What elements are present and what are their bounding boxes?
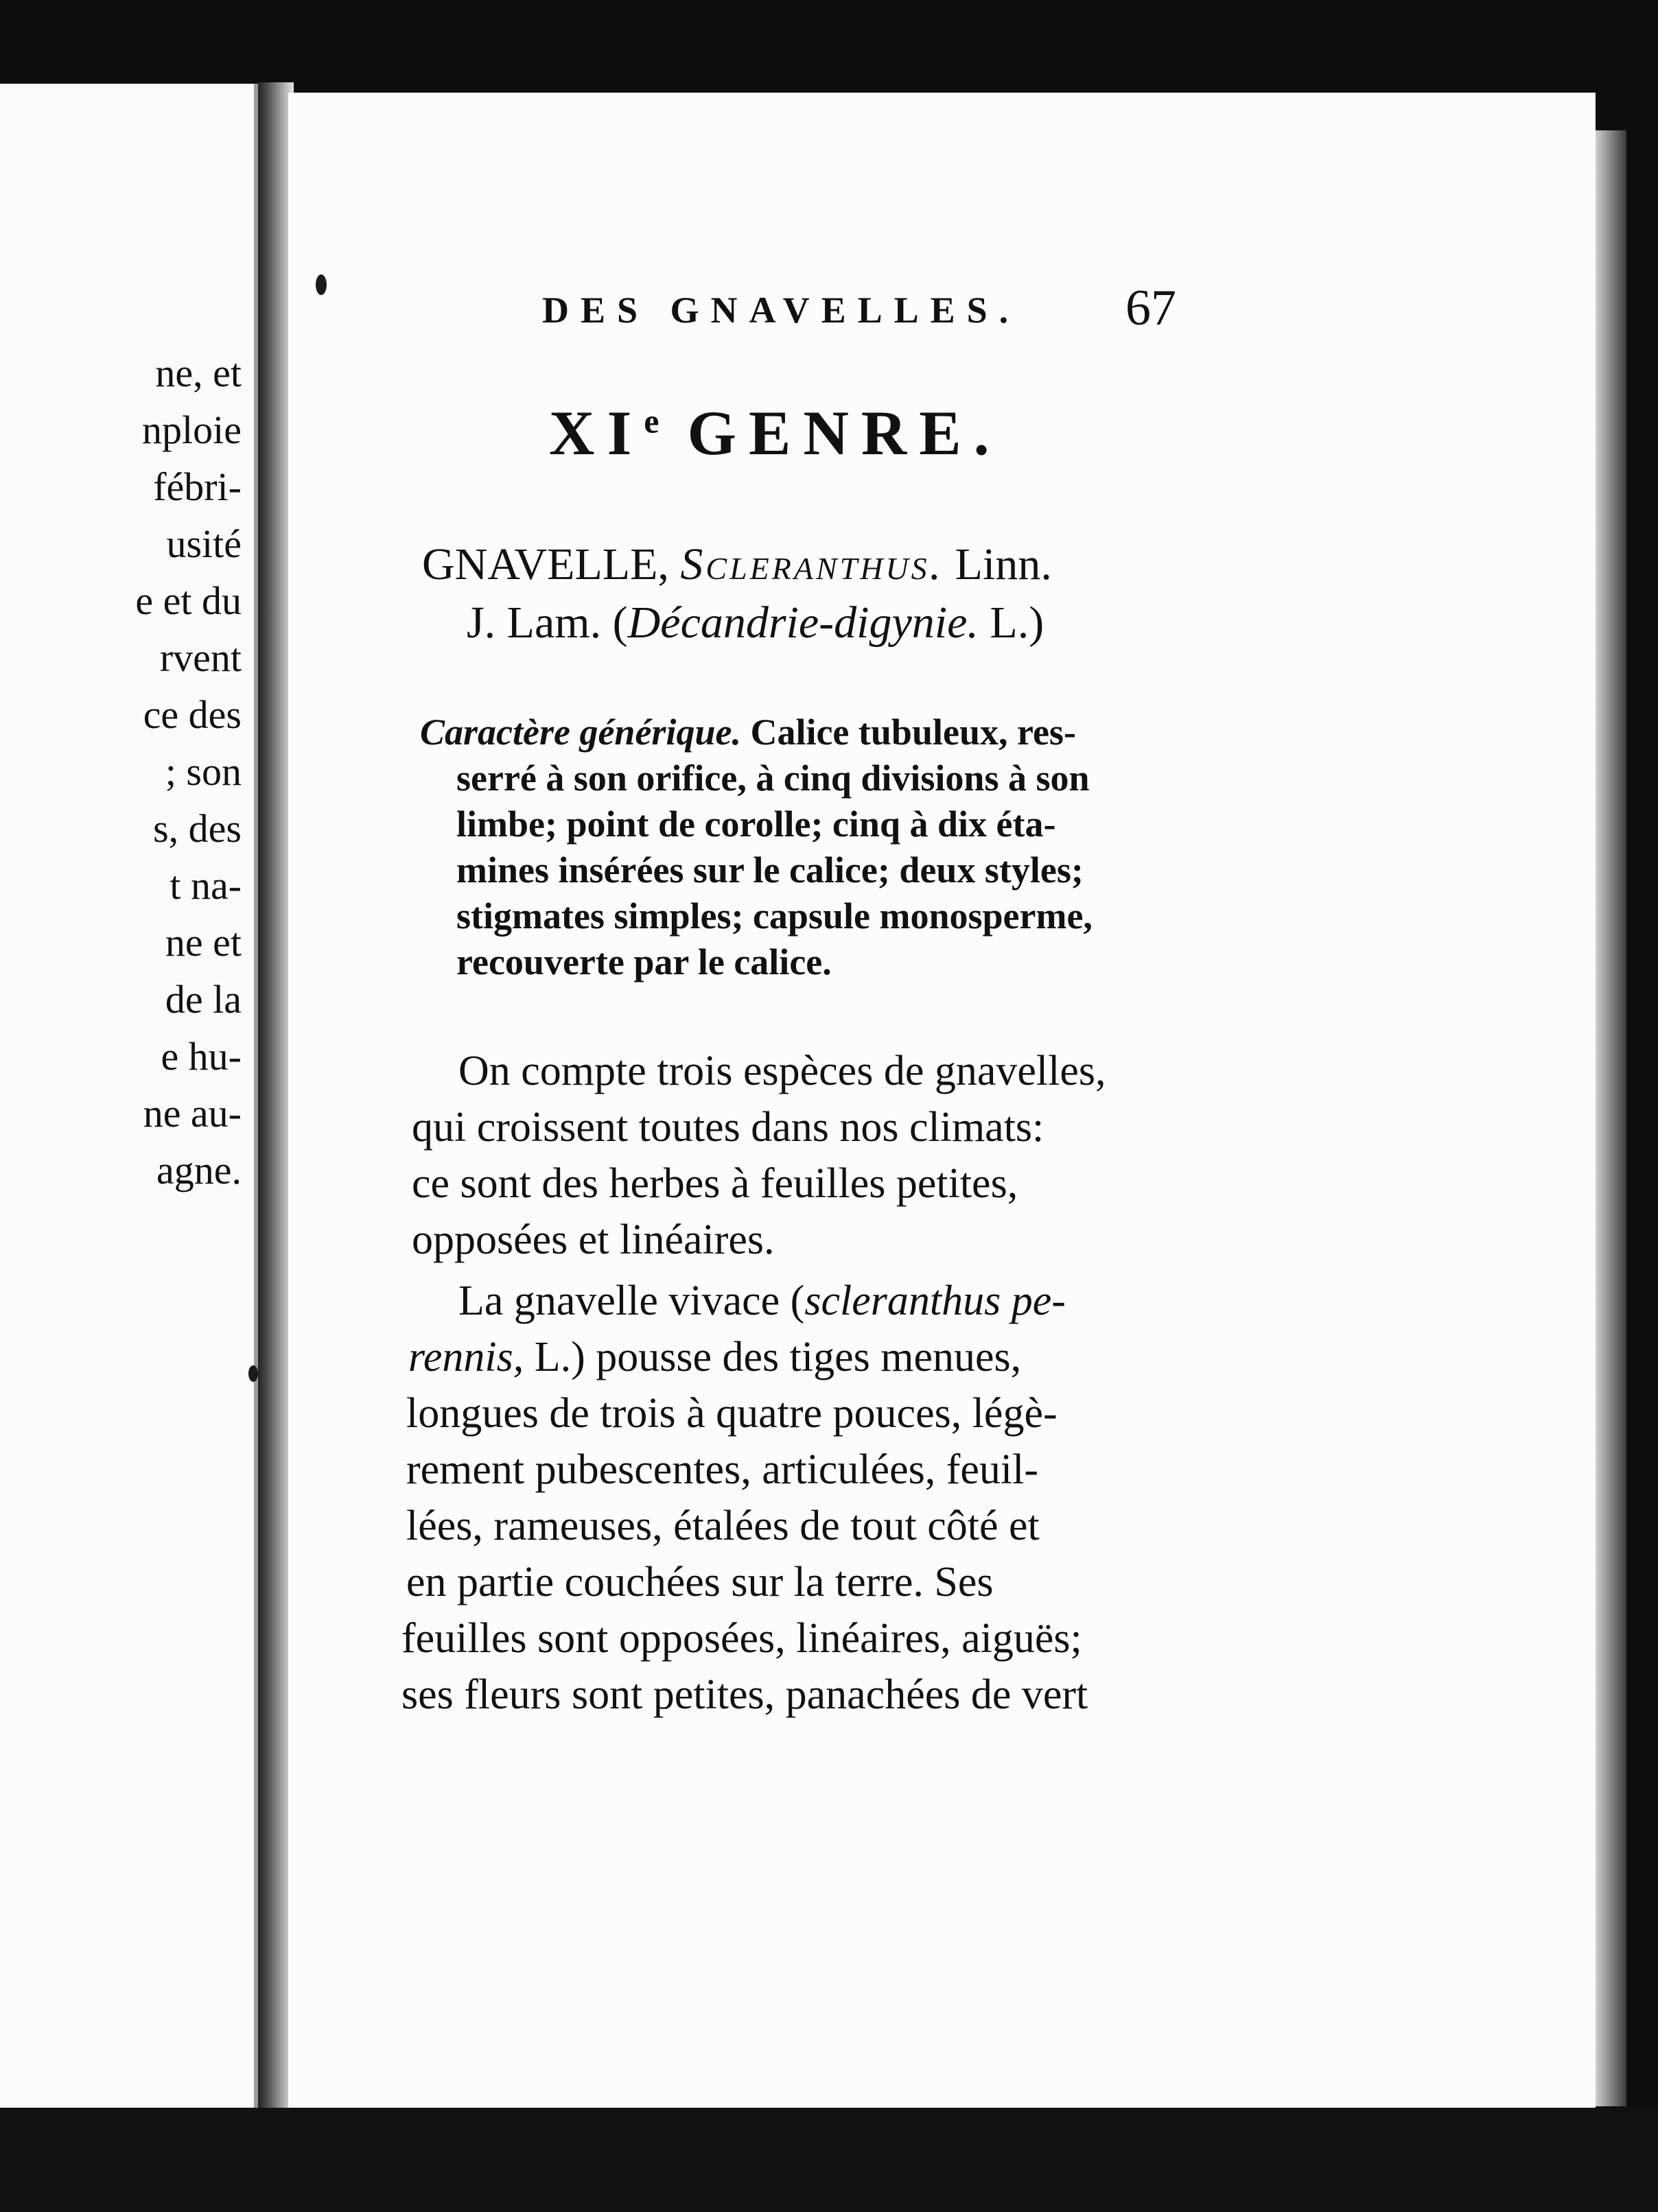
left-page <box>0 84 259 2108</box>
genus-heading <box>422 539 1052 589</box>
left-page-line: ne, et <box>155 351 242 395</box>
left-page-line: ; son <box>165 749 242 794</box>
body-line: longues de trois à quatre pouces, légè- <box>406 1390 1058 1437</box>
species-name: rennis, <box>408 1334 524 1380</box>
genre-word: GENRE. <box>687 398 1002 468</box>
genus-latin-name: Scleranthus. <box>680 539 944 589</box>
left-page-line: t na- <box>170 863 242 908</box>
left-page-line: usité <box>166 521 242 566</box>
left-page-line: s, des <box>153 806 242 851</box>
character-line <box>420 711 1076 753</box>
character-line: mines insérées sur le calice; deux styles; <box>456 849 1084 891</box>
page <box>288 93 1596 2113</box>
left-page-line: e hu- <box>161 1034 242 1079</box>
species-name: scleranthus pe- <box>804 1278 1066 1324</box>
genus-classification-close: L.) <box>990 598 1044 648</box>
genus-classification: Décandrie-digynie. <box>627 598 979 648</box>
left-page-line: agne. <box>156 1148 242 1192</box>
character-text: Calice tubuleux, res- <box>750 711 1076 753</box>
running-head: DES GNAVELLES. <box>542 290 1020 331</box>
page-edge <box>1596 130 1626 2106</box>
body-line: lées, rameuses, étalées de tout côté et <box>406 1503 1040 1549</box>
body-line: rement pubescentes, articulées, feuil- <box>406 1446 1038 1493</box>
left-page-line: ne et <box>165 920 242 965</box>
genus-classification-line <box>467 600 1044 646</box>
scan-border <box>0 2108 1658 2212</box>
left-page-line: nploie <box>142 408 242 452</box>
body-line <box>408 1336 1021 1378</box>
left-page-line: e et du <box>135 578 242 623</box>
genre-numeral-suffix: e <box>644 401 659 440</box>
left-page-line: de la <box>165 977 242 1022</box>
page-number: 67 <box>1125 280 1176 336</box>
genus-name: GNAVELLE, <box>422 539 669 589</box>
left-page-line: ce des <box>143 692 242 737</box>
character-label: Caractère générique. <box>420 711 741 753</box>
body-line: feuilles sont opposées, linéaires, aiguës; <box>401 1615 1082 1662</box>
left-page-line: rvent <box>159 635 242 680</box>
body-text: L.) pousse des tiges menues, <box>534 1334 1022 1380</box>
body-line: ses fleurs sont petites, panachées de vert <box>401 1671 1088 1718</box>
body-line <box>458 1280 1066 1322</box>
genus-authority-2: J. Lam. ( <box>467 598 628 648</box>
character-line: stigmates simples; capsule monosperme, <box>456 895 1093 937</box>
body-line: en partie couchées sur la terre. Ses <box>406 1559 994 1605</box>
body-line: On compte trois espèces de gnavelles, <box>458 1048 1106 1094</box>
body-line: qui croissent toutes dans nos climats: <box>412 1104 1044 1151</box>
character-line: recouverte par le calice. <box>456 941 832 983</box>
body-line: ce sont des herbes à feuilles petites, <box>412 1160 1018 1207</box>
character-line: limbe; point de corolle; cinq à dix éta- <box>456 803 1056 845</box>
genus-authority: Linn. <box>955 539 1052 589</box>
genre-numeral: XI <box>549 398 644 468</box>
body-text: La gnavelle vivace ( <box>458 1278 805 1324</box>
ink-mark <box>316 274 327 295</box>
genre-heading <box>549 398 1002 468</box>
ink-mark <box>248 1365 258 1382</box>
left-page-line: fébri- <box>153 464 242 509</box>
left-page-line: ne au- <box>143 1091 242 1136</box>
character-line: serré à son orifice, à cinq divisions à son <box>456 757 1090 799</box>
body-line: opposées et linéaires. <box>412 1216 775 1263</box>
